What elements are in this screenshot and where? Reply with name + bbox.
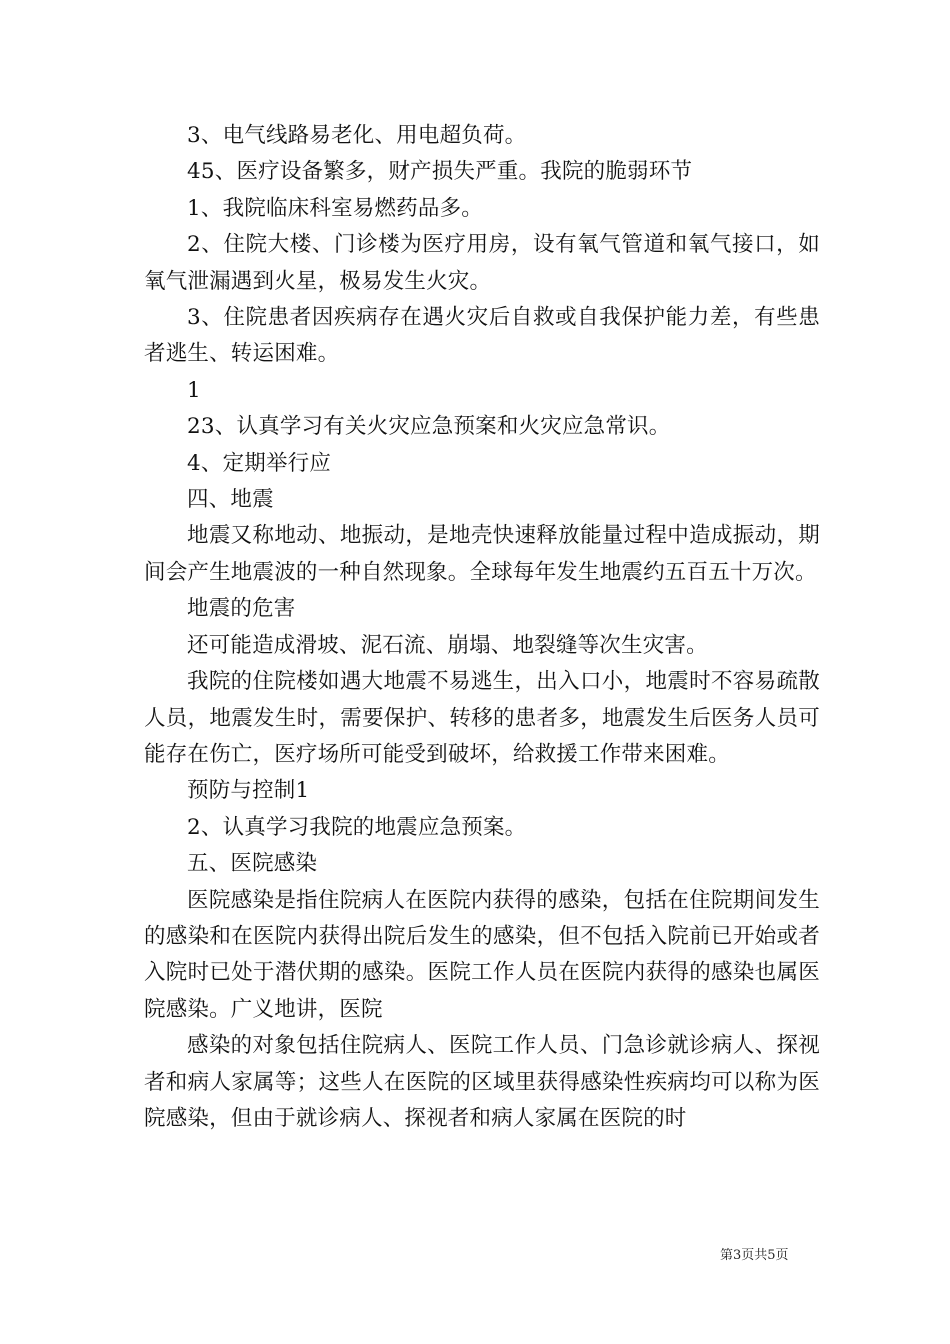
subheading: 预防与控制1 [187,778,310,804]
paragraph: 2、住院大楼、门诊楼为医疗用房，设有氧气管道和氧气接口，如氧气泄漏遇到火星，极易发生火灾。 [144,232,820,294]
paragraph: 23、认真学习有关火灾应急预案和火灾应急常识。 [187,414,671,440]
section-heading-infection: 五、医院感染 [187,851,318,877]
document-body [144,118,820,1137]
paragraph: 3、住院患者因疾病存在遇火灾后自救或自我保护能力差，有些患者逃生、转运困难。 [144,305,820,367]
paragraph: 医院感染是指住院病人在医院内获得的感染，包括在住院期间发生的感染和在医院内获得出院后发生的感染，但不包括入院前已开始或者入院时已处于潜伏期的感染。医院工作人员在医院内获得的感染也属医院感染。广义地讲，医院 [144,887,820,1022]
paragraph: 1 [187,377,201,403]
paragraph: 3、电气线路易老化、用电超负荷。 [187,123,527,148]
page-number-footer: 第3页共5页 [720,1248,789,1263]
paragraph: 地震又称地动、地振动，是地壳快速释放能量过程中造成振动，期间会产生地震波的一种自然现象。全球每年发生地震约五百五十万次。 [144,523,820,585]
paragraph: 感染的对象包括住院病人、医院工作人员、门急诊就诊病人、探视者和病人家属等；这些人在医院的区域里获得感染性疾病均可以称为医院感染，但由于就诊病人、探视者和病人家属在医院的时 [144,1033,820,1131]
section-heading-earthquake: 四、地震 [187,487,274,513]
paragraph: 我院的住院楼如遇大地震不易逃生，出入口小，地震时不容易疏散人员，地震发生时，需要保护、转移的患者多，地震发生后医务人员可能存在伤亡，医疗场所可能受到破坏，给救援工作带来困难。 [144,669,820,767]
paragraph: 45、医疗设备繁多，财产损失严重。我院的脆弱环节 [187,159,693,185]
paragraph: 还可能造成滑坡、泥石流、崩塌、地裂缝等次生灾害。 [187,632,708,658]
paragraph: 4、定期举行应 [187,450,332,476]
paragraph: 1、我院临床科室易燃药品多。 [187,195,483,221]
paragraph: 2、认真学习我院的地震应急预案。 [187,814,527,840]
subheading: 地震的危害 [187,596,296,622]
